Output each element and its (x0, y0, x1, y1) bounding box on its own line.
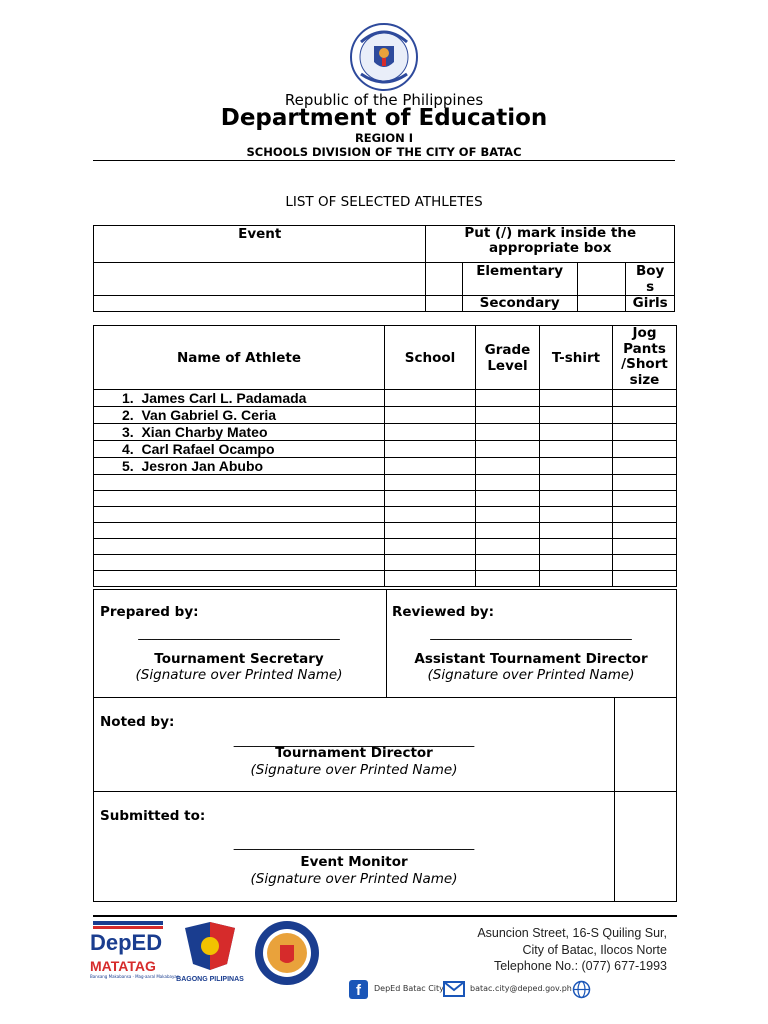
table-row (94, 441, 677, 458)
facebook-icon[interactable]: f (349, 980, 368, 999)
globe-icon[interactable] (572, 980, 591, 1003)
athlete-name: 3. Xian Charby Mateo (94, 424, 385, 441)
athlete-name: 4. Carl Rafael Ocampo (94, 441, 385, 458)
deped-seal (349, 22, 419, 92)
athlete-name: 2. Van Gabriel G. Ceria (94, 407, 385, 424)
reviewed-sign-line[interactable]: _______________________________ (430, 626, 632, 641)
region-line: REGION I (354, 131, 414, 145)
boys-box[interactable] (577, 263, 626, 296)
secondary-box[interactable] (426, 296, 462, 312)
form-title: LIST OF SELECTED ATHLETES (285, 194, 483, 210)
table-row (94, 407, 677, 424)
noted-label: Noted by: (100, 714, 175, 730)
noted-sign-line[interactable]: _____________________________________ (233, 733, 475, 748)
reviewed-caption: (Signature over Printed Name) (427, 667, 635, 683)
event-input-2[interactable] (94, 296, 426, 312)
prepared-title: Tournament Secretary (154, 651, 324, 667)
table-row (94, 390, 677, 407)
table-row (94, 555, 677, 571)
submitted-caption: (Signature over Printed Name) (250, 871, 458, 887)
noted-box (93, 697, 677, 792)
prepared-caption: (Signature over Printed Name) (135, 667, 343, 683)
event-header: Event (94, 226, 426, 263)
reviewed-label: Reviewed by: (392, 604, 494, 620)
department-title: Department of Education (220, 105, 548, 131)
girls-label: Girls (626, 296, 675, 312)
division-seal (252, 920, 322, 986)
submitted-title: Event Monitor (300, 854, 408, 870)
elementary-label: Elementary (462, 263, 577, 296)
footer-accent-red (93, 926, 163, 929)
secondary-label: Secondary (462, 296, 577, 312)
bagong-pilipinas-logo: BAGONG PILIPINAS (175, 920, 245, 984)
deped-logo: DepED MATATAG Bansang Makabansa · Mag-aaral Makabayan (90, 930, 180, 979)
footer-divider (93, 915, 677, 917)
header-divider (93, 160, 675, 161)
table-row (94, 424, 677, 441)
prepared-sign-line[interactable]: _______________________________ (138, 626, 340, 641)
boys-label: Boy s (626, 263, 675, 296)
matatag-tagline: Bansang Makabansa · Mag-aaral Makabayan (90, 974, 180, 979)
footer-phone: Telephone No.: (077) 677-1993 (493, 959, 667, 973)
email-icon[interactable] (443, 981, 465, 1001)
name-header: Name of Athlete (94, 326, 385, 390)
athlete-table (93, 325, 677, 587)
reviewed-title: Assistant Tournament Director (414, 651, 648, 667)
table-row (94, 539, 677, 555)
girls-box[interactable] (577, 296, 626, 312)
division-line: SCHOOLS DIVISION OF THE CITY OF BATAC (246, 145, 522, 159)
email-label[interactable]: batac.city@deped.gov.ph (470, 984, 572, 993)
footer-address-2: City of Batac, Ilocos Norte (522, 943, 667, 957)
event-table (93, 225, 675, 312)
mark-instruction: Put (/) mark inside the appropriate box (426, 226, 675, 263)
table-row (94, 491, 677, 507)
submitted-sign-line[interactable]: _____________________________________ (233, 836, 475, 851)
jog-header: Jog Pants /Short size (613, 326, 677, 390)
elementary-box[interactable] (426, 263, 462, 296)
table-row (94, 507, 677, 523)
submitted-box (93, 791, 677, 902)
table-row (94, 571, 677, 587)
table-row (94, 475, 677, 491)
athlete-name: 5. Jesron Jan Abubo (94, 458, 385, 475)
footer-address-1: Asuncion Street, 16-S Quiling Sur, (477, 926, 667, 940)
table-row (94, 458, 677, 475)
prepared-label: Prepared by: (100, 604, 199, 620)
footer-accent (93, 921, 163, 925)
submitted-label: Submitted to: (100, 808, 206, 824)
matatag-text: MATATAG (90, 958, 156, 974)
table-row (94, 523, 677, 539)
tshirt-header: T-shirt (540, 326, 613, 390)
prepared-reviewed-box (93, 589, 677, 698)
noted-caption: (Signature over Printed Name) (250, 762, 458, 778)
event-input[interactable] (94, 263, 426, 296)
republic-line: Republic of the Philippines (284, 91, 484, 109)
athlete-name: 1. James Carl L. Padamada (94, 390, 385, 407)
grade-header: Grade Level (476, 326, 540, 390)
noted-title: Tournament Director (275, 745, 433, 761)
school-header: School (385, 326, 476, 390)
facebook-label[interactable]: DepEd Batac City (374, 984, 444, 993)
